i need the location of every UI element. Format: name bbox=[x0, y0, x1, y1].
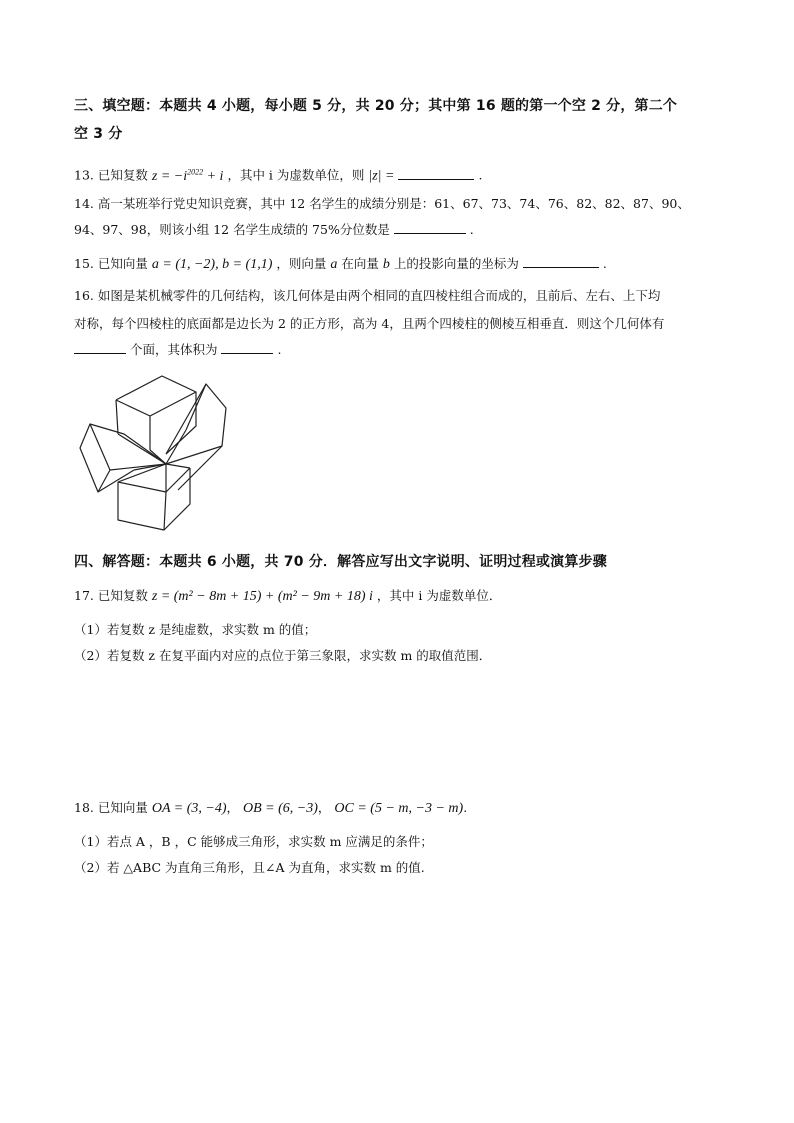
q15-answer-blank[interactable] bbox=[523, 255, 599, 268]
figure-center-edge bbox=[118, 434, 166, 464]
section-3-title-line2: 空 3 分 bbox=[74, 126, 123, 142]
q16-end: . bbox=[277, 342, 282, 357]
section-4-title: 四、解答题：本题共 6 小题，共 70 分．解答应写出文字说明、证明过程或演算步骤 bbox=[74, 554, 607, 570]
figure-bottom-prism-edge bbox=[118, 482, 166, 492]
section-3-title bbox=[74, 92, 724, 148]
q18-vector-oa: OA = (3, −4) bbox=[151, 801, 227, 816]
q13-end: . bbox=[478, 167, 483, 183]
q16-geometry-figure bbox=[78, 372, 228, 532]
q18-part2: （2）若 △ABC 为直角三角形，且∠A 为直角，求实数 m 的值. bbox=[74, 860, 425, 875]
figure-center-edge bbox=[166, 464, 190, 468]
section-3-title-line1: 三、填空题：本题共 4 小题，每小题 5 分，共 20 分；其中第 16 题的第一个空 2 分，第二个 bbox=[74, 98, 678, 114]
q13-exponent: 2022 bbox=[187, 167, 204, 176]
q13-mid: ，其中 i 为虚数单位，则 bbox=[227, 167, 365, 183]
q13-formula: $z = -i^{2022} + i$ bbox=[151, 167, 224, 184]
question-15 bbox=[74, 254, 734, 275]
q18-number: 18. bbox=[74, 800, 94, 815]
q13-pre: 已知复数 bbox=[97, 167, 148, 183]
q13-answer-blank[interactable] bbox=[398, 167, 474, 180]
q18-vector-oc: OC = (5 − m, −3 − m) bbox=[334, 801, 464, 816]
figure-left-prism-edge bbox=[90, 424, 110, 470]
figure-bottom-prism-edge bbox=[164, 492, 166, 530]
q18-sep-1: ， bbox=[226, 800, 240, 815]
question-13 bbox=[74, 162, 734, 187]
q16-answer-blank-2[interactable] bbox=[221, 341, 273, 354]
figure-top-prism-outline bbox=[116, 376, 196, 454]
q16-line1: 16. 如图是某机械零件的几何结构，该几何体是由两个相同的直四棱柱组合而成的，且前后、左右、上下均 bbox=[74, 288, 661, 303]
q16-answer-blank-1[interactable] bbox=[74, 341, 126, 354]
q17-formula: z = (m² − 8m + 15) + (m² − 9m + 18) i bbox=[151, 589, 373, 604]
q15-end: . bbox=[602, 256, 607, 271]
q17-part1: （1）若复数 z 是纯虚数，求实数 m 的值； bbox=[74, 622, 317, 637]
q15-mid: ，则向量 bbox=[276, 256, 327, 271]
figure-top-prism-edge bbox=[116, 400, 118, 434]
q14-end: . bbox=[469, 222, 474, 237]
q13-abs: |z| = bbox=[368, 168, 395, 184]
question-16 bbox=[74, 340, 734, 360]
q18-part1: （1）若点 A ，B ，C 能够成三角形，求实数 m 应满足的条件； bbox=[74, 834, 433, 849]
question-14 bbox=[74, 220, 734, 240]
q15-number: 15. bbox=[74, 256, 94, 271]
q16-line2: 对称，每个四棱柱的底面都是边长为 2 的正方形，高为 4，且两个四棱柱的侧棱互相垂直．则这个几何体有 bbox=[74, 316, 665, 331]
q17-part2: （2）若复数 z 在复平面内对应的点位于第三象限，求实数 m 的取值范围． bbox=[74, 648, 492, 663]
q14-line1: 14. 高一某班举行党史知识竞赛，其中 12 名学生的成绩分别是：61、67、73、74、76、82、82、87、90、 bbox=[74, 196, 690, 211]
q18-pre: 已知向量 bbox=[97, 800, 148, 815]
q15-post: 上的投影向量的坐标为 bbox=[393, 256, 519, 271]
q14-line2: 94、97、98，则该小组 12 名学生成绩的 75%分位数是 bbox=[74, 222, 390, 237]
figure-top-prism-edge bbox=[116, 400, 150, 416]
figure-left-prism-outline bbox=[80, 424, 166, 492]
question-18 bbox=[74, 798, 734, 819]
q13-number: 13. bbox=[74, 167, 94, 183]
q14-answer-blank[interactable] bbox=[394, 221, 466, 234]
q15-vector-b: b bbox=[382, 257, 390, 272]
q17-post: ，其中 i 为虚数单位． bbox=[376, 588, 502, 603]
q17-pre: 已知复数 bbox=[97, 588, 148, 603]
figure-center-edge bbox=[150, 450, 166, 464]
q18-end: . bbox=[463, 800, 468, 815]
figure-bottom-prism-outline bbox=[118, 468, 190, 530]
q17-number: 17. bbox=[74, 588, 94, 603]
q18-sep-2: ， bbox=[317, 800, 331, 815]
question-17 bbox=[74, 586, 734, 607]
q18-vector-ob: OB = (6, −3) bbox=[243, 801, 318, 816]
q15-formula: a = (1, −2), b = (1,1) bbox=[151, 257, 273, 272]
figure-bottom-prism-edge bbox=[166, 468, 190, 492]
q15-pre: 已知向量 bbox=[97, 256, 148, 271]
q16-line3-mid: 个面，其体积为 bbox=[129, 342, 218, 357]
q15-vector-a: a bbox=[330, 257, 338, 272]
q15-mid2: 在向量 bbox=[341, 256, 379, 271]
